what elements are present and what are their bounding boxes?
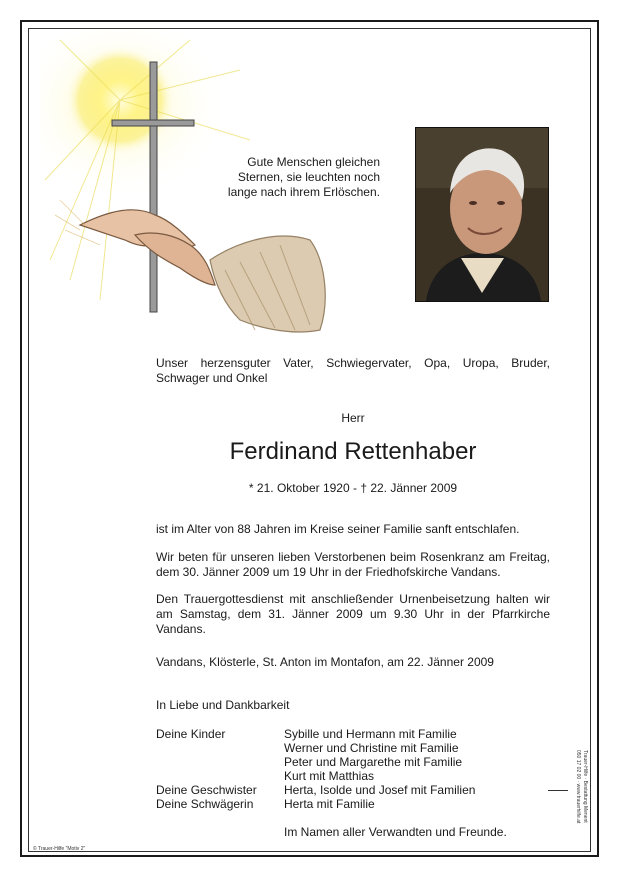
closing-phrase: In Liebe und Dankbarkeit [156,698,290,712]
family-label-siblings: Deine Geschwister [156,783,257,797]
final-line: Im Namen aller Verwandten und Freunde. [284,825,507,839]
family-member-line: Sybille und Hermann mit Familie [284,727,457,741]
imprint-line: Trauer-Hilfe · Bestattung Menent [582,750,588,823]
copyright-footnote: © Trauer-Hilfe "Motiv 2" [33,846,86,852]
funeral-text: Den Trauergottesdienst mit anschließender Urnenbeisetzung halten wir am Samstag, dem 31. Jänner 2009 um 9.30 Uhr in der Pfarrkirche Vandans. [156,592,550,636]
family-member-line: Peter und Margarethe mit Familie [284,755,463,769]
memorial-quote [170,155,380,200]
passing-text: ist im Alter von 88 Jahren im Kreise seiner Familie sanft entschlafen. [156,522,520,536]
quote-line: Gute Menschen gleichen [247,155,380,169]
side-divider [548,790,568,791]
portrait-image [416,128,548,301]
family-member-line: Kurt mit Matthias [284,769,375,783]
printer-imprint [568,750,590,846]
quote-line: lange nach ihrem Erlöschen. [227,185,380,199]
family-member-line: Werner und Christine mit Familie [284,741,459,755]
intro-text: Unser herzensguter Vater, Schwiegervater, Opa, Uropa, Bruder, Schwager und Onkel [156,356,550,385]
family-member-line: Herta mit Familie [284,797,375,811]
family-member-line: Herta, Isolde und Josef mit Familien [284,783,476,797]
portrait-photo [415,127,549,302]
hands-drawing [55,200,325,332]
place-date: Vandans, Klösterle, St. Anton im Montafon, am 22. Jänner 2009 [156,655,494,669]
family-label-sister-in-law: Deine Schwägerin [156,797,254,811]
quote-line: Sternen, sie leuchten noch [237,170,380,184]
family-label-children: Deine Kinder [156,727,226,741]
salutation: Herr [341,411,365,425]
imprint-line: 050 17 02 00 · www.trauerhilfe.at [575,750,581,824]
life-dates: * 21. Oktober 1920 - † 22. Jänner 2009 [248,481,458,495]
rosary-text: Wir beten für unseren lieben Verstorbenen beim Rosenkranz am Freitag, dem 30. Jänner 2009 um 19 Uhr in der Friedhofskirche Vandans. [156,550,550,579]
deceased-name: Ferdinand Rettenhaber [229,438,477,465]
